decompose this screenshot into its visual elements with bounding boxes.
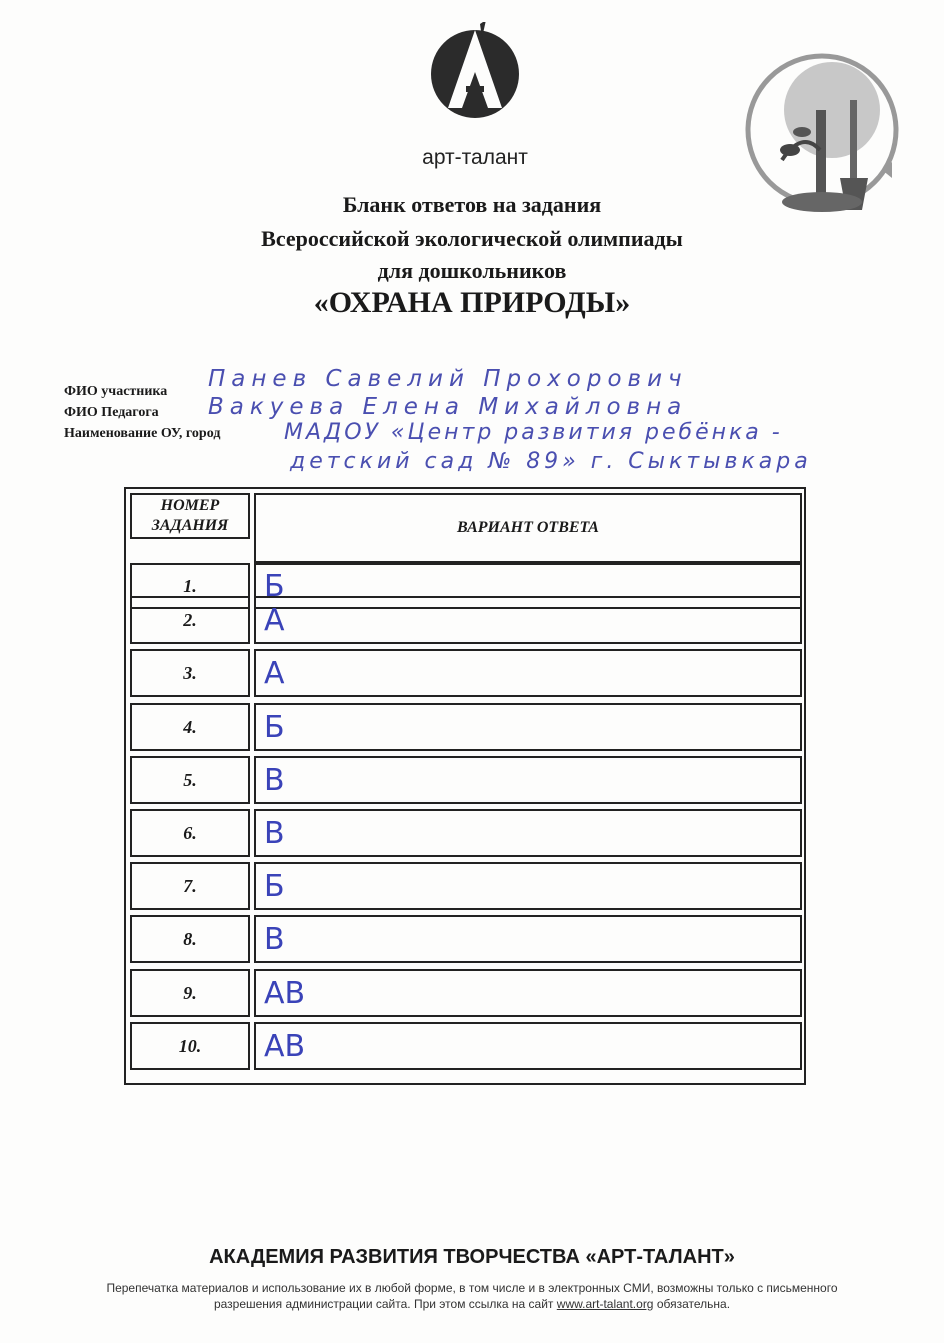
task-number: 4. xyxy=(130,703,250,751)
task-number: 8. xyxy=(130,915,250,963)
art-talant-logo xyxy=(428,22,522,126)
brand-name: арт-талант xyxy=(422,146,528,169)
organization-value-line-2: детский сад № 89» г. Сыктывкара xyxy=(290,449,812,474)
organization-value-line-1: МАДОУ «Центр развития ребёнка - xyxy=(284,420,783,445)
task-number: 9. xyxy=(130,969,250,1017)
task-number: 3. xyxy=(130,649,250,697)
title-line-3: для дошкольников xyxy=(377,258,567,283)
participant-label: ФИО участника xyxy=(64,384,168,399)
answer-cell[interactable]: А xyxy=(254,649,802,697)
answer-cell[interactable]: А xyxy=(254,596,802,644)
title-line-1: Бланк ответов на задания xyxy=(342,192,602,217)
header-number-line-2: ЗАДАНИЯ xyxy=(151,517,229,534)
task-number: 10. xyxy=(130,1022,250,1070)
answer-cell[interactable]: Б xyxy=(254,862,802,910)
participant-value: Панев Савелий Прохорович xyxy=(208,366,688,392)
task-number: 6. xyxy=(130,809,250,857)
footer-notice-end: обязательна. xyxy=(656,1297,731,1311)
table-header-number xyxy=(130,493,250,539)
footer-notice-text: Перепечатка материалов и использование их в любой форме, в том числе и в электронных СМИ, возможны только с письменного разрешения администрации сайта. При этом ссылка на сайт xyxy=(106,1281,838,1311)
answer-cell[interactable]: В xyxy=(254,756,802,804)
teacher-value: Вакуева Елена Михайловна xyxy=(208,394,688,420)
answer-cell[interactable]: АВ xyxy=(254,1022,802,1070)
task-number: 1. xyxy=(130,563,250,609)
task-number: 2. xyxy=(130,596,250,644)
site-link[interactable]: www.art-talant.org xyxy=(556,1297,654,1311)
footer-academy: АКАДЕМИЯ РАЗВИТИЯ ТВОРЧЕСТВА «АРТ-ТАЛАНТ» xyxy=(209,1246,735,1268)
page-title: «ОХРАНА ПРИРОДЫ» xyxy=(313,286,631,319)
answer-table xyxy=(124,487,806,1085)
answer-cell[interactable]: Б xyxy=(254,563,802,609)
title-line-2: Всероссийской экологической олимпиады xyxy=(261,226,683,251)
footer-notice xyxy=(80,1280,864,1312)
answer-cell[interactable]: В xyxy=(254,915,802,963)
table-header-answer: ВАРИАНТ ОТВЕТА xyxy=(254,493,802,563)
answer-cell[interactable]: АВ xyxy=(254,969,802,1017)
teacher-label: ФИО Педагога xyxy=(64,405,159,420)
answer-cell[interactable]: Б xyxy=(254,703,802,751)
organization-label: Наименование ОУ, город xyxy=(64,426,221,441)
task-number: 5. xyxy=(130,756,250,804)
task-number: 7. xyxy=(130,862,250,910)
answer-cell[interactable]: В xyxy=(254,809,802,857)
header-number-line-1: НОМЕР xyxy=(160,497,220,514)
